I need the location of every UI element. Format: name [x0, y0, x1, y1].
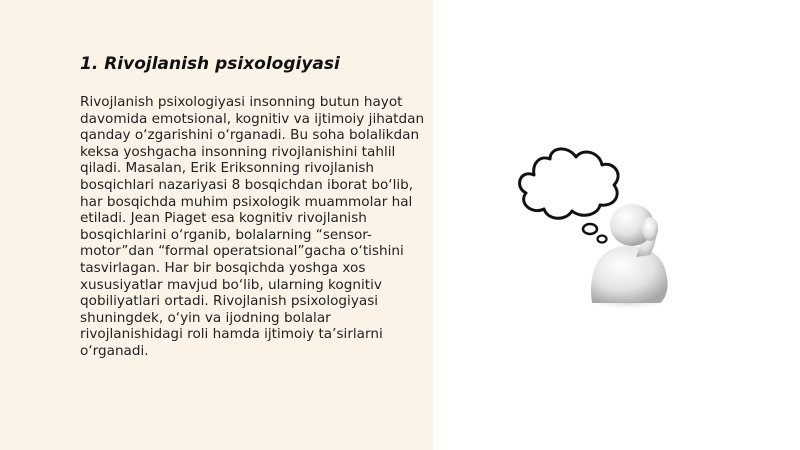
thinking-person-icon [510, 135, 690, 315]
slide-paragraph: Rivojlanish psixologiyasi insonning butun hayot davomida emotsional, kognitiv va ijtimoiy jihatdan qanday o‘zgarishini o‘rganadi. Bu soha bolalikdan keksa yoshgacha insonning rivojlanishini tahlil qiladi. Masalan, Erik Eriksonning rivojlanish bosqichlari nazariyasi 8 bosqichdan iborat bo‘lib, har bosqichda muhim psixologik muammolar hal etiladi. Jean Piaget esa kognitiv rivojlanish bosqichlarini o‘rganib, bolalarning “sensor-motor”dan “formal operatsional”gacha o‘tishini tasvirlagan. Har bir bosqichda yoshga xos xususiyatlar mavjud bo‘lib, ularning kognitiv qobiliyatlari ortadi. Rivojlanish psixologiyasi shuningdek, o‘yin va ijodning bolalar rivojlanishidagi roli hamda ijtimoiy ta’sirlarni o‘rganadi. [80, 94, 425, 359]
thought-bubble-icon [520, 149, 619, 243]
slide-heading: 1. Rivojlanish psixologiyasi [80, 54, 340, 74]
person-figure-icon [582, 204, 674, 310]
